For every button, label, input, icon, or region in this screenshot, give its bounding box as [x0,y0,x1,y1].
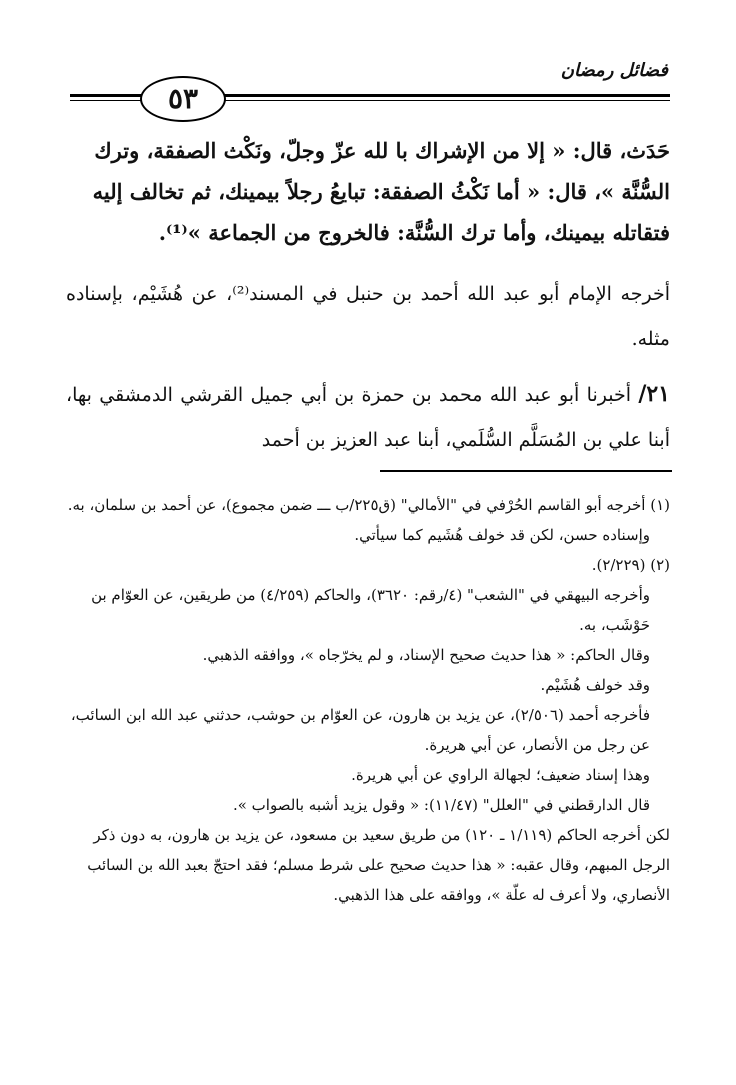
footnote-line: وقال الحاكم: « هذا حديث صحيح الإسناد، و لم يخرّجاه »، ووافقه الذهبي. [202,646,650,664]
page-number-badge: ٥٣ [140,76,226,122]
bold-line-3: فتقاتله بيمينك، وأما ترك السُّنَّة: فالخروج من الجماعة »⁽¹⁾. [158,220,670,245]
running-header-title: فضائل رمضان [560,60,668,81]
footnote-line: وقد خولف هُشَيْم. [540,676,650,694]
bold-line-1: حَدَث، قال: « إلا من الإشراك با لله عزّ وجلّ، ونَكْث الصفقة، وترك [94,138,670,163]
hadith-21-paragraph [66,372,670,463]
hadith-text-bold [66,130,670,253]
footnote-1: (١) أخرجه أبو القاسم الحُرْفي في "الأمالي" (ق٢٢٥/ب ـــ ضمن مجموع)، عن أحمد بن سلمان، به. [67,496,670,514]
footnote-line: وهذا إسناد ضعيف؛ لجهالة الراوي عن أبي هريرة. [351,766,650,784]
bold-line-2: السُّنَّة »، قال: « أما نَكْثُ الصفقة: تبايعُ رجلاً بيمينك، ثم تخالف إليه [92,179,670,204]
footnote-2: (٢) (٢/٢٢٩). [591,556,670,574]
footnote-line: فأخرجه أحمد (٢/٥٠٦)، عن يزيد بن هارون، عن العوّام بن حوشب، حدثني عبد الله ابن السائب، عن رجل من الأنصار، عن أبي هريرة. [70,706,650,754]
footnote-line: وإسناده حسن، لكن قد خولف هُشَيم كما سيأتي. [354,526,650,544]
footnote-line: قال الدارقطني في "العلل" (١١/٤٧): « وقول يزيد أشبه بالصواب ». [232,796,650,814]
footnote-separator [380,470,672,472]
takhrij-paragraph: أخرجه الإمام أبو عبد الله أحمد بن حنبل في المسند⁽²⁾، عن هُشَيْم، بإسناده مثله. [66,283,670,350]
footnote-line: وأخرجه البيهقي في "الشعب" (٤/رقم: ٣٦٢٠)، والحاكم (٤/٢٥٩) من طريقين، عن العوّام بن حَوْشَب، به. [91,586,650,634]
footnotes [66,490,670,910]
hadith-number: ٢١/ [638,381,670,407]
hadith-21-text: أخبرنا أبو عبد الله محمد بن حمزة بن أبي جميل القرشي الدمشقي بها، أبنا علي بن المُسَلَّم السُّلَمي، أبنا عبد العزيز بن أحمد [66,384,670,451]
footnote-line: لكن أخرجه الحاكم (١/١١٩ ـ ١٢٠) من طريق سعيد بن مسعود، عن يزيد بن هارون، به دون ذكر الرجل المبهم، وقال عقبه: « هذا حديث صحيح على شرط مسلم؛ فقد احتجّ بعبد الله بن السائب الأنصاري، ولا أعرف له علّة »، ووافقه على هذا الذهبي. [87,826,670,904]
